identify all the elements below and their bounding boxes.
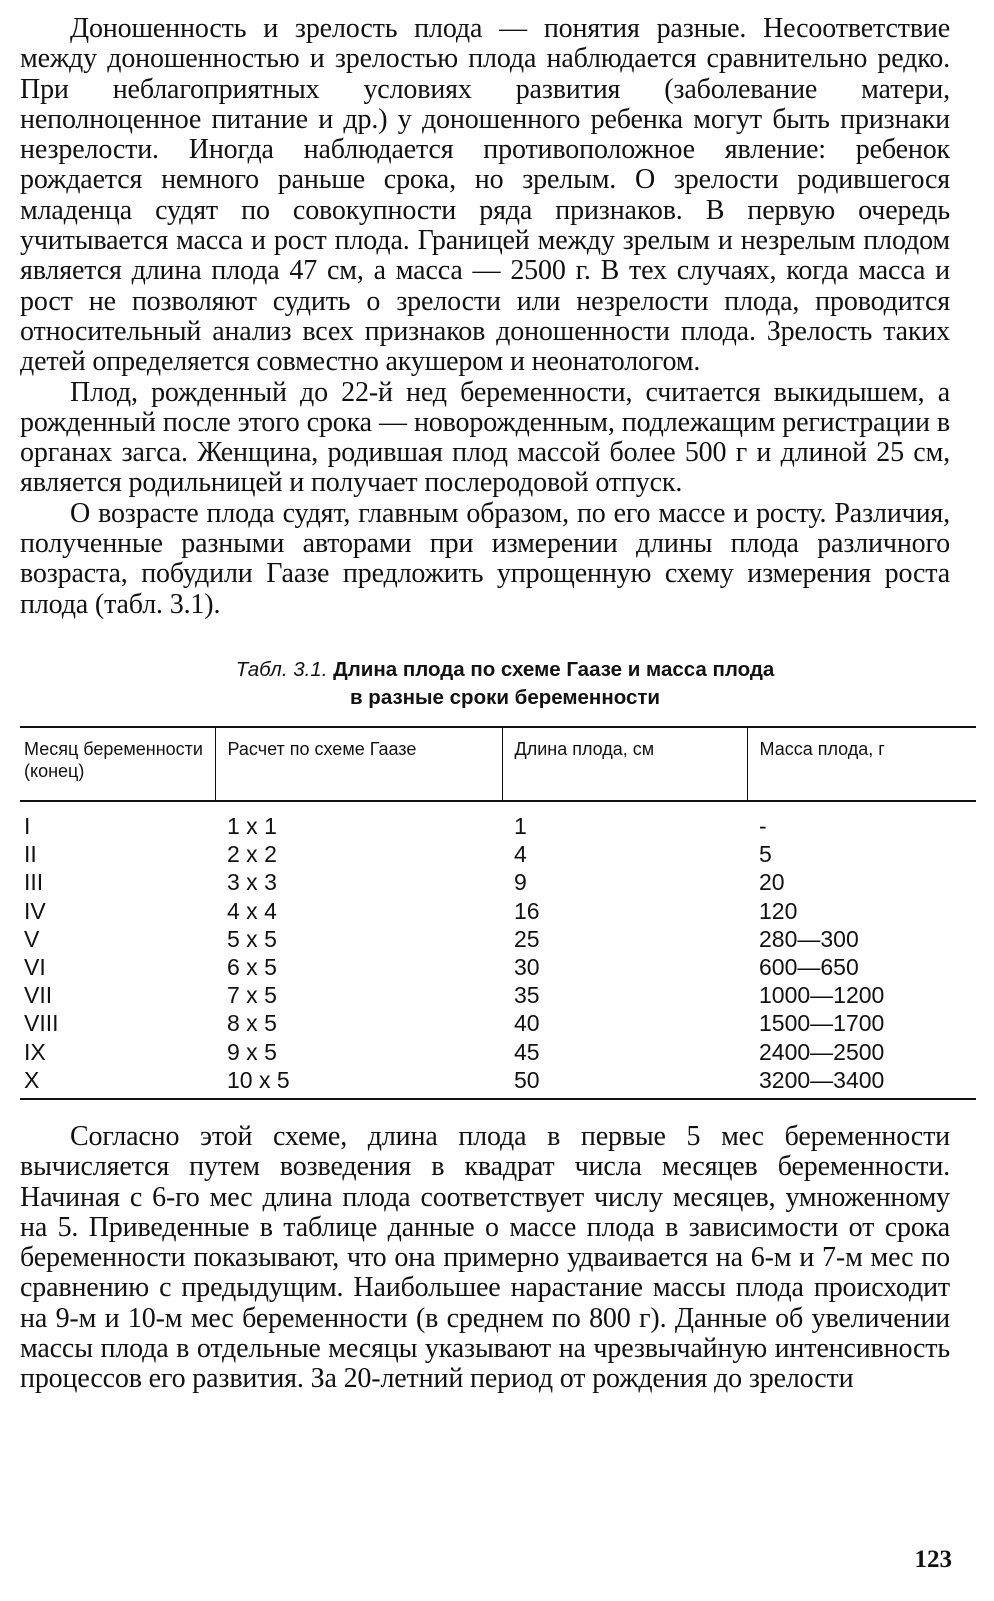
cell-mass: 280—300 <box>759 925 859 952</box>
cell-length: 25 <box>514 925 540 952</box>
table-row <box>20 840 976 868</box>
cell-month: III <box>24 869 44 896</box>
cell-month: I <box>24 812 31 839</box>
cell-calc: 7 x 5 <box>227 982 277 1009</box>
cell-month: IV <box>24 897 46 924</box>
header-haase-calc: Расчет по схеме Гаазе <box>215 727 502 801</box>
paragraph-maturity: Доношенность и зрелость плода — понятия разные. Несоответствие между доношенностью и зрелостью плода наблюдается сравнительно редко. При неблагоприятных условиях развития (заболевание матери, неполноценное питание и др.) у доношенного ребенка могут быть признаки незрелости. Иногда наблюдается противоположное явление: ребенок рождается немного раньше срока, но зрелым. О зрелости родившегося младенца судят по совокупности ряда признаков. В первую очередь учитывается масса и рост плода. Границей между зрелым и незрелым плодом является длина плода 47 см, а масса — 2500 г. В тех случаях, когда масса и рост не позволяют судить о зрелости или незрелости плода, проводится относительный анализ всех признаков доношенности плода. Зрелость таких детей определяется совместно акушером и неонатологом. <box>20 13 950 378</box>
table-row <box>20 981 976 1009</box>
cell-calc: 2 x 2 <box>227 841 277 868</box>
table-header-row <box>20 727 976 801</box>
page-content <box>20 14 950 1395</box>
cell-month: VII <box>24 982 53 1009</box>
cell-length: 40 <box>514 1010 540 1037</box>
cell-mass: 1000—1200 <box>759 982 885 1009</box>
paragraph-haase-scheme: Согласно этой схеме, длина плода в первые 5 мес беременности вычисляется путем возведения в квадрат числа месяцев беременности. Начиная с 6-го мес длина плода соответствует числу месяцев, умноженному на 5. Приведенные в таблице данные о массе плода в зависимости от срока беременности показывают, что она примерно удваивается на 6-м и 7-м мес по сравнению с предыдущим. Наибольшее нарастание массы плода происходит на 9-м и 10-м мес беременности (в среднем по 800 г). Данные об увеличении массы плода в отдельные месяцы указывают на чрезвычайную интенсивность процессов его развития. За 20-летний период от рождения до зрелости <box>20 1120 950 1395</box>
cell-mass: 5 <box>759 841 772 868</box>
cell-calc: 6 x 5 <box>227 953 277 980</box>
cell-month: VIII <box>24 1010 59 1037</box>
cell-month: V <box>24 925 40 952</box>
fetal-length-mass-table <box>20 726 976 1100</box>
cell-mass: 600—650 <box>759 953 859 980</box>
table-row <box>20 1066 976 1099</box>
table-row <box>20 897 976 925</box>
header-mass: Масса плода, г <box>747 727 976 801</box>
header-length: Длина плода, см <box>502 727 747 801</box>
cell-mass: 3200—3400 <box>747 1066 976 1099</box>
table-row <box>20 1038 976 1066</box>
cell-mass: - <box>759 812 767 839</box>
cell-mass: 1500—1700 <box>759 1010 885 1037</box>
cell-calc: 4 x 4 <box>227 897 277 924</box>
paragraph-fetal-age: О возрасте плода судят, главным образом, по его массе и росту. Различия, полученные разными авторами при измерении длины плода различного возраста, побудили Гаазе предложить упрощенную схему измерения роста плода (табл. 3.1). <box>20 497 950 620</box>
cell-calc: 10 x 5 <box>215 1066 502 1099</box>
paragraph-miscarriage: Плод, рожденный до 22-й нед беременности, считается выкидышем, а рожденный после этого срока — новорожденным, подлежащим регистрации в органах загса. Женщина, родившая плод массой более 500 г и длиной 25 см, является родильницей и получает послеродовой отпуск. <box>20 376 950 499</box>
table-row <box>20 1009 976 1037</box>
cell-length: 30 <box>514 953 540 980</box>
cell-length: 4 <box>514 841 527 868</box>
cell-length: 16 <box>514 897 540 924</box>
table-caption-title-line1: Длина плода по схеме Гаазе и масса плода <box>333 657 775 681</box>
page-number: 123 <box>914 1546 952 1573</box>
table-row <box>20 801 976 840</box>
cell-calc: 3 x 3 <box>227 869 277 896</box>
cell-calc: 8 x 5 <box>227 1010 277 1037</box>
cell-length: 35 <box>514 982 540 1009</box>
table-row <box>20 868 976 896</box>
cell-month: II <box>24 841 37 868</box>
table-caption <box>20 656 950 712</box>
cell-length: 1 <box>514 812 527 839</box>
cell-calc: 5 x 5 <box>227 925 277 952</box>
cell-calc: 9 x 5 <box>227 1038 277 1065</box>
cell-month: IX <box>24 1038 46 1065</box>
cell-month: VI <box>24 953 46 980</box>
cell-length: 9 <box>514 869 527 896</box>
table-caption-label: Табл. 3.1. <box>235 657 328 681</box>
cell-length: 50 <box>502 1066 747 1099</box>
cell-mass: 20 <box>759 869 785 896</box>
cell-month: X <box>20 1066 215 1099</box>
cell-mass: 2400—2500 <box>759 1038 885 1065</box>
table-row <box>20 953 976 981</box>
cell-length: 45 <box>514 1038 540 1065</box>
header-month: Месяц беременности (конец) <box>20 727 215 801</box>
table-caption-title-line2: в разные сроки беременности <box>350 685 660 709</box>
cell-mass: 120 <box>759 897 798 924</box>
cell-calc: 1 x 1 <box>227 812 277 839</box>
table-row <box>20 925 976 953</box>
